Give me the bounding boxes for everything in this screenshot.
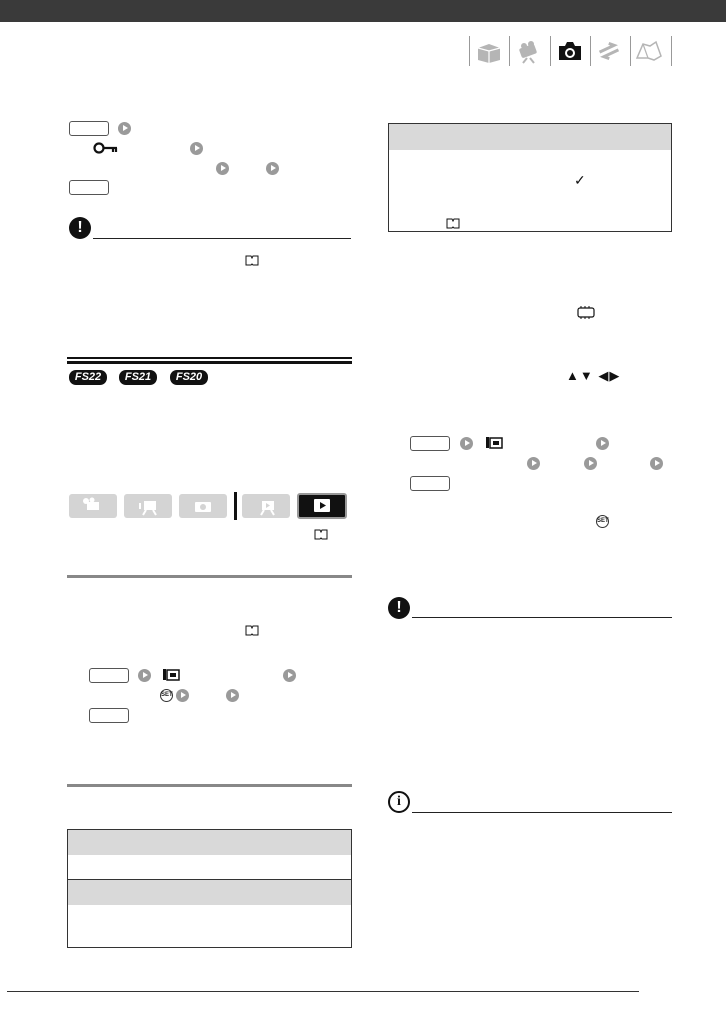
page-reference-icon	[245, 253, 259, 264]
table-header-row	[68, 830, 351, 855]
tab-divider	[630, 36, 631, 66]
tab-divider	[671, 36, 672, 66]
print-order-icon	[162, 668, 182, 682]
page-header-bar	[0, 0, 726, 22]
func-button[interactable]	[410, 436, 450, 451]
camcorder-icon[interactable]	[514, 38, 544, 64]
table-header-row	[389, 124, 671, 150]
table-header-row	[68, 879, 351, 905]
protect-key-icon	[93, 141, 119, 155]
important-icon: !	[69, 217, 91, 239]
mode-photo-playback-button	[297, 493, 347, 519]
func-button[interactable]	[410, 476, 450, 491]
arrow-bullet	[176, 689, 189, 702]
tab-divider	[509, 36, 510, 66]
func-button[interactable]	[69, 121, 109, 136]
set-button-icon[interactable]: SET	[160, 689, 173, 702]
func-button[interactable]	[89, 668, 129, 683]
arrow-bullet	[596, 437, 609, 450]
model-badge: FS22	[69, 370, 107, 385]
note-rule	[412, 617, 672, 618]
arrow-bullet	[190, 142, 203, 155]
camera-icon[interactable]	[555, 38, 585, 64]
print-order-icon	[485, 436, 505, 450]
page-reference-icon	[446, 216, 460, 227]
note-rule	[93, 238, 351, 239]
mode-dual-shot-button	[69, 494, 117, 518]
page-reference-icon	[314, 527, 328, 538]
subsection-rule	[67, 784, 352, 787]
table-row	[68, 905, 351, 948]
important-icon: !	[388, 597, 410, 619]
arrow-bullet	[527, 457, 540, 470]
mode-photo-record-button	[179, 494, 227, 518]
arrow-bullet	[266, 162, 279, 175]
tab-divider	[550, 36, 551, 66]
arrow-bullet	[584, 457, 597, 470]
arrow-bullet	[118, 122, 131, 135]
section-rule	[67, 361, 352, 364]
mode-video-playback-button	[242, 494, 290, 518]
arrow-bullet	[650, 457, 663, 470]
box-icon[interactable]	[474, 38, 504, 64]
mode-video-record-button	[124, 494, 172, 518]
model-badge: FS21	[119, 370, 157, 385]
subsection-rule	[67, 575, 352, 578]
connections-icon[interactable]	[594, 38, 624, 64]
set-button-icon[interactable]: SET	[596, 515, 609, 528]
checkmark-icon: ✓	[574, 172, 586, 188]
info-icon: i	[388, 791, 410, 813]
arrow-bullet	[138, 669, 151, 682]
func-button[interactable]	[89, 708, 129, 723]
arrow-bullet	[226, 689, 239, 702]
info-table	[67, 829, 352, 948]
note-rule	[412, 812, 672, 813]
page-footer-rule	[7, 991, 639, 992]
arrow-bullet	[283, 669, 296, 682]
arrow-bullet	[216, 162, 229, 175]
tab-divider	[469, 36, 470, 66]
mode-divider	[234, 492, 237, 520]
tab-divider	[590, 36, 591, 66]
book-icon[interactable]	[634, 38, 664, 64]
section-rule	[67, 357, 352, 359]
arrow-bullet	[460, 437, 473, 450]
page-reference-icon	[245, 623, 259, 634]
table-row	[68, 855, 351, 879]
info-table	[388, 123, 672, 232]
joystick-arrows-icon: ▲▼ ◀▶	[566, 368, 621, 383]
model-badge: FS20	[170, 370, 208, 385]
print-mark-icon	[577, 306, 595, 319]
func-button[interactable]	[69, 180, 109, 195]
